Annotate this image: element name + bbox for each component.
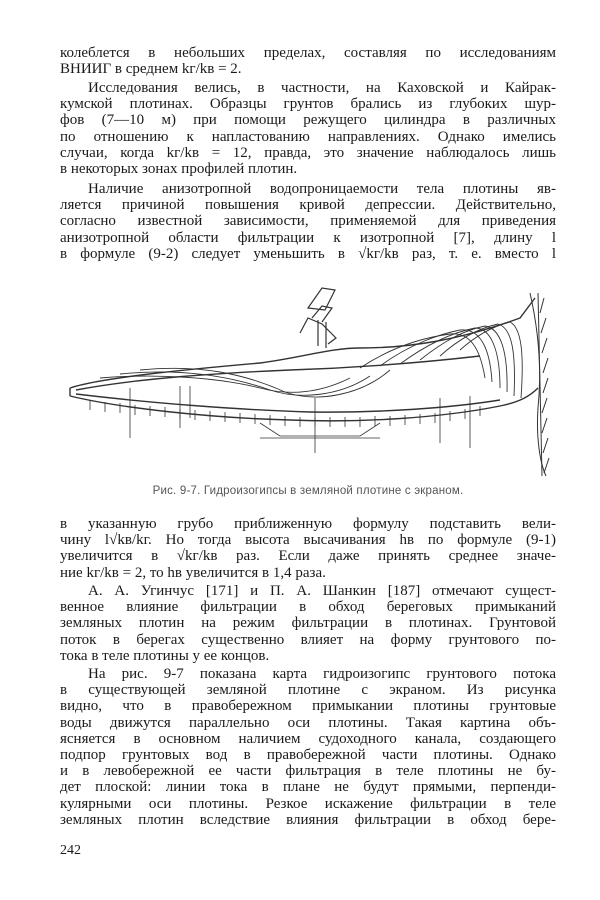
- text-line: случаи, когда kг/kв = 12, правда, это значение наблюдалось лишь: [60, 144, 556, 161]
- figure-caption: Рис. 9-7. Гидроизогипсы в земляной плотине с экраном.: [152, 485, 464, 497]
- paragraph-5: [60, 583, 556, 664]
- text-line: венное влияние фильтрации в обход береговых примыканий: [60, 599, 556, 616]
- text-line: в указанную грубо приближенную формулу подставить вели-: [60, 516, 556, 532]
- text-line: и в левобережной ее части фильтрация в теле плотины не бу-: [60, 763, 556, 780]
- right-bank: [530, 293, 549, 476]
- dam-outline: [70, 298, 538, 421]
- paragraph-1: [60, 45, 556, 77]
- dam-isohypse-figure: [60, 278, 570, 478]
- text-line: ясняется в основном наличием судоходного канала, создающего: [60, 730, 556, 747]
- text-line: дет плоской: линии тока в плане не будут прямыми, перпенди-: [60, 779, 556, 796]
- text-line: в формуле (9-2) следует уменьшить в √kг/kв раз, т. е. вместо l: [60, 245, 556, 262]
- text-line: кумской плотинах. Образцы грунтов брались из глубоких шур-: [60, 96, 556, 113]
- text-line: ние kг/kв = 2, то hв увеличится в 1,4 раза.: [60, 564, 326, 581]
- text-line: колеблется в небольших пределах, составляя по исследованиям: [60, 45, 556, 61]
- paragraph-2: [60, 80, 556, 177]
- text-line: Исследования велись, в частности, на Каховской и Кайрак-: [88, 80, 556, 96]
- paragraph-3: [60, 181, 556, 262]
- text-line: ляется причиной повышения кривой депрессии. Действительно,: [60, 197, 556, 214]
- text-line: по отношению к напластованию направлениях. Однако имелись: [60, 128, 556, 145]
- text-line: анизотропной области фильтрации к изотропной [7], длину l: [60, 229, 556, 246]
- page-number: 242: [60, 843, 81, 858]
- text-line: видно, что в правобережном примыкании плотины грунтовые: [60, 698, 556, 715]
- text-line: согласно известной зависимости, применяемой для приведения: [60, 213, 556, 230]
- text-line: Наличие анизотропной водопроницаемости тела плотины яв-: [88, 181, 556, 197]
- text-line: земляных плотин на режим фильтрации в плотинах. Грунтовой: [60, 615, 556, 632]
- text-line: в существующей земляной плотине с экраном. Из рисунка: [60, 682, 556, 699]
- isohypse-lines: [100, 322, 522, 398]
- text-line: поток в берегах существенно влияет на форму грунтового по-: [60, 631, 556, 648]
- text-line: ВНИИГ в среднем kг/kв = 2.: [60, 61, 242, 78]
- crest-structure: [300, 288, 336, 348]
- text-line: чину l√kв/kг. Но тогда высота высачивания hв по формуле (9-1): [60, 532, 556, 549]
- text-line: А. А. Угинчус [171] и П. А. Шанкин [187] отмечают сущест-: [88, 583, 556, 599]
- text-line: фов (7—10 м) при помощи режущего цилиндра в различных: [60, 112, 556, 129]
- text-line: воды движутся параллельно оси плотины. Такая картина объ-: [60, 714, 556, 731]
- text-line: кулярными оси плотины. Резкое искажение фильтрации в теле: [60, 795, 556, 812]
- paragraph-4: [60, 516, 556, 581]
- text-line: На рис. 9-7 показана карта гидроизогипс грунтового потока: [88, 666, 556, 682]
- text-line: в некоторых зонах профилей плотин.: [60, 161, 298, 178]
- text-line: тока в теле плотины у ее концов.: [60, 647, 270, 664]
- text-line: земляных плотин вследствие влияния фильтрации в обход бере-: [60, 811, 556, 828]
- base-hatching: [90, 400, 480, 438]
- paragraph-6: [60, 666, 556, 828]
- text-line: увеличится в √kг/kв раз. Если даже принять среднее значе-: [60, 548, 556, 565]
- text-line: подпор грунтовых вод в правобережной части плотины. Однако: [60, 747, 556, 764]
